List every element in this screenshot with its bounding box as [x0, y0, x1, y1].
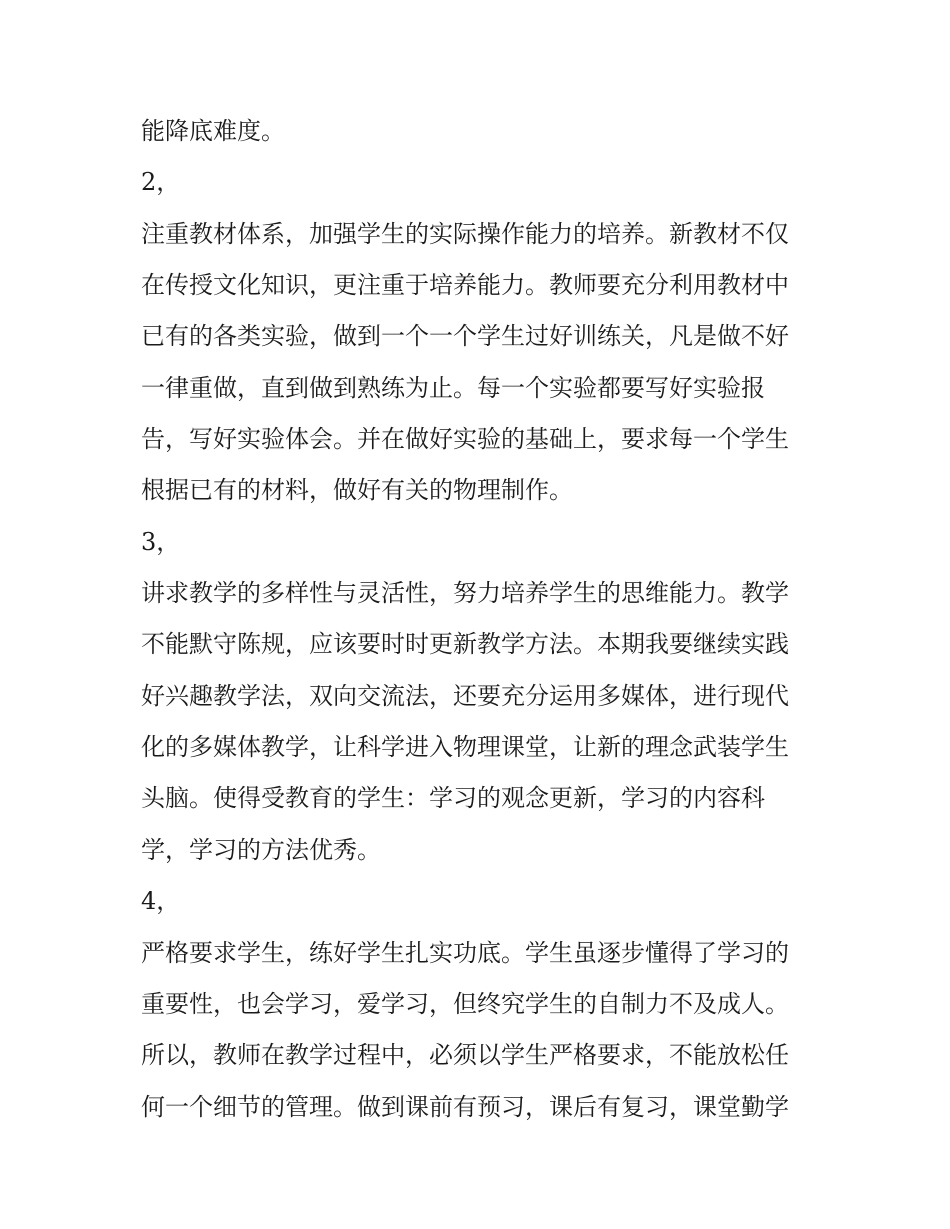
text-line: 一律重做，直到做到熟练为止。每一个实验都要写好实验报 — [141, 373, 765, 402]
text-line: 注重教材体系，加强学生的实际操作能力的培养。新教材不仅 — [141, 219, 789, 248]
section-number: 4， — [141, 887, 181, 916]
text-line: 在传授文化知识，更注重于培养能力。教师要充分利用教材中 — [141, 271, 789, 300]
text-line: 已有的各类实验，做到一个一个学生过好训练关，凡是做不好 — [141, 322, 789, 351]
text-line: 不能默守陈规，应该要时时更新教学方法。本期我要继续实践 — [141, 630, 789, 659]
text-line: 化的多媒体教学，让科学进入物理课堂，让新的理念武装学生 — [141, 733, 789, 762]
text-line: 能降底难度。 — [141, 117, 285, 145]
text-line: 好兴趣教学法，双向交流法，还要充分运用多媒体，进行现代 — [141, 681, 789, 710]
text-line: 严格要求学生，练好学生扎实功底。学生虽逐步懂得了学习的 — [141, 938, 789, 967]
section-number: 3， — [141, 527, 181, 556]
text-line: 何一个细节的管理。做到课前有预习，课后有复习，课堂勤学 — [141, 1092, 789, 1121]
text-line: 根据已有的材料，做好有关的物理制作。 — [141, 476, 573, 505]
text-line: 讲求教学的多样性与灵活性，努力培养学生的思维能力。教学 — [141, 579, 789, 608]
document-body — [141, 106, 821, 1133]
text-line: 头脑。使得受教育的学生：学习的观念更新，学习的内容科 — [141, 784, 765, 813]
text-line: 学，学习的方法优秀。 — [141, 835, 381, 864]
text-line: 所以，教师在教学过程中，必须以学生严格要求，不能放松任 — [141, 1041, 789, 1070]
section-number: 2， — [141, 168, 181, 197]
text-line: 告，写好实验体会。并在做好实验的基础上，要求每一个学生 — [141, 425, 789, 454]
text-line: 重要性，也会学习，爱学习，但终究学生的自制力不及成人。 — [141, 989, 789, 1018]
